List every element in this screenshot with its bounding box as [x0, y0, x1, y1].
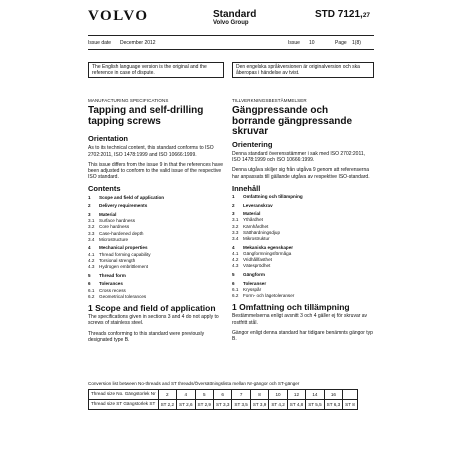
toc-number: 2: [88, 203, 91, 209]
toc-number: 6.1: [232, 286, 239, 292]
issue-date-label: Issue date: [88, 40, 112, 46]
table-cell: 12: [287, 390, 305, 400]
toc-title: Vridhållfasthet: [243, 257, 272, 263]
organisation-name: Volvo Group: [213, 20, 249, 26]
toc-title: Mekaniska egenskaper: [243, 244, 294, 250]
toc-number: 4.3: [88, 264, 95, 269]
table-cell: ST 2,2: [158, 400, 176, 410]
table-cell: 8: [250, 390, 268, 400]
toc-title: Mikrostruktur: [243, 236, 270, 242]
contents-heading: Innehåll: [232, 183, 261, 193]
section-paragraph: The specifications given in sections 3 and 4 do not apply to screws of stainless steel.: [88, 314, 219, 327]
orientation-paragraph: As to its technical content, this standard conforms to ISO 2702:2011, ISO 1478:1999 and ISO 10666:1999.: [88, 145, 214, 158]
table-cell: ST 4,2: [269, 400, 287, 410]
toc-title: Gängform: [243, 271, 265, 277]
table-cell: 7: [232, 390, 250, 400]
table-cell: 6: [213, 390, 231, 400]
toc-number: 4.3: [232, 263, 239, 269]
toc-title: Material: [99, 212, 117, 217]
toc-number: 6.2: [88, 293, 95, 299]
table-cell: 2: [158, 390, 176, 400]
row-header-thread-st: Thread size ST Gängstorlek ST: [89, 400, 159, 410]
header-rule-bottom: [88, 49, 374, 50]
page-value: 1(8): [352, 40, 361, 46]
toc-number: 3.2: [232, 223, 239, 229]
toc-title: Core hardness: [99, 224, 130, 230]
toc-number: 1: [88, 194, 91, 200]
table-cell: ST 6,3: [324, 400, 342, 410]
issue-label: Issue: [288, 40, 300, 46]
toc-title: Torsional strength: [99, 257, 136, 263]
toc-title: Hydrogen embrittlement: [99, 264, 149, 269]
toc-title: Thread forming capability: [99, 251, 151, 257]
standard-number-main: STD 7121,: [315, 9, 363, 20]
document-title: Gängpressande och borrande gängpressande skruvar: [232, 105, 353, 138]
left-column: [88, 98, 226, 343]
toc-item[interactable]: [88, 294, 226, 300]
toc-title: Material: [243, 211, 261, 217]
category-label: MANUFACTURING SPECIFICATIONS: [88, 98, 169, 103]
toc-title: Cross recess: [99, 287, 126, 293]
orientation-paragraph: Denna standard överensstämmer i sak med ISO 2702:2011, ISO 1478:1999 och ISO 10666:1999.: [232, 150, 366, 164]
section-paragraph: Gängor enligt denna standard har tidigare benämnts gängor typ B.: [232, 329, 373, 343]
toc-title: Gängformningsförmåga: [243, 250, 292, 256]
table-cell: ST 8: [343, 400, 358, 410]
document-title: Tapping and self-drilling tapping screws: [88, 105, 204, 127]
toc-title: Delivery requirements: [99, 203, 148, 209]
toc-title: Mechanical properties: [99, 245, 148, 251]
toc-number: 3.3: [88, 230, 95, 236]
table-row: [89, 400, 358, 410]
standard-number-suffix: 27: [362, 12, 371, 19]
toc-title: Case-hardened depth: [99, 230, 144, 236]
toc-title: Toleranser: [243, 280, 267, 286]
orientation-heading: Orientation: [88, 134, 129, 144]
table-cell: ST 2,9: [195, 400, 213, 410]
conversion-table: [88, 389, 358, 410]
conversion-list-caption: Conversion list between No-threads and ST threads/Översättningslista mellan Nr-gängor och ST-gänger: [88, 381, 300, 386]
table-cell: ST 3,3: [213, 400, 231, 410]
orientation-paragraph: This issue differs from the issue 9 in that the references have been adjusted to conform to the valid issue of the respective ISO standard.: [88, 161, 223, 181]
notice-box-english: The English language version is the original and the reference in case of dispute.: [88, 62, 224, 78]
toc-number: 3: [88, 212, 91, 217]
page-label: Page: [335, 40, 347, 46]
table-cell: 10: [269, 390, 287, 400]
toc-item[interactable]: [232, 293, 374, 299]
toc-number: 3.4: [232, 236, 239, 242]
table-cell: [343, 390, 358, 400]
toc-number: 6: [88, 281, 91, 287]
toc-title: Omfattning och tillämpning: [243, 193, 303, 199]
toc-number: 4.2: [88, 257, 95, 263]
toc-title: Form- och lägetoleranser: [243, 293, 295, 299]
right-column: [232, 98, 374, 342]
toc-title: Sätthärdningsdjup: [243, 229, 281, 235]
issue-value: 10: [309, 40, 315, 46]
orientation-paragraph: Denna utgåva skiljer sig från utgåva 9 genom att referenserna har anpassats till gällande utgåva av respektive ISO-standard.: [232, 167, 370, 180]
toc-title: Tolerances: [99, 281, 123, 287]
section-paragraph: Threads conforming to this standard were previously designated type B.: [88, 330, 205, 343]
table-cell: ST 3,5: [232, 400, 250, 410]
table-cell: ST 2,6: [177, 400, 195, 410]
toc-title: Vätesprödhet: [243, 263, 271, 269]
table-cell: ST 5,5: [306, 400, 324, 410]
section-heading: 1 Omfattning och tillämpning: [232, 302, 350, 313]
table-cell: 4: [177, 390, 195, 400]
toc-number: 3.4: [88, 236, 95, 242]
table-cell: 14: [306, 390, 324, 400]
notice-box-swedish: Den engelska språkversionen är originalversion och ska åberopas i händelse av tvist.: [232, 62, 374, 78]
toc-title: Kärnhårdhet: [243, 223, 269, 229]
standard-number: [315, 9, 370, 20]
toc-title: Krysspår: [243, 286, 262, 292]
toc-number: 3.1: [88, 218, 95, 224]
toc-number: 1: [232, 193, 235, 199]
toc-title: Microstructure: [99, 236, 129, 242]
toc-number: 3: [232, 211, 235, 217]
volvo-logo: VOLVO: [88, 8, 149, 24]
table-of-contents: [232, 194, 374, 299]
table-cell: ST 3,9: [250, 400, 268, 410]
document-type: Standard: [213, 9, 257, 20]
toc-number: 6.2: [232, 293, 239, 299]
toc-number: 4.2: [232, 257, 239, 263]
table-row: [89, 390, 358, 400]
table-cell: 5: [195, 390, 213, 400]
toc-title: Thread form: [99, 272, 126, 278]
toc-number: 4.1: [232, 250, 239, 256]
toc-number: 6: [232, 280, 235, 286]
table-cell: 16: [324, 390, 342, 400]
toc-number: 4.1: [88, 251, 95, 257]
toc-number: 5: [88, 272, 91, 278]
category-label: TILLVERKNINGSBESTÄMMELSER: [232, 98, 307, 103]
toc-title: Scope and field of application: [99, 194, 165, 200]
section-paragraph: Bestämmelserna enligt avsnitt 3 och 4 gäller ej för skruvar av rostfritt stål.: [232, 313, 368, 326]
toc-title: Geometrical tolerances: [99, 293, 147, 299]
table-cell: ST 4,8: [287, 400, 305, 410]
issue-date-value: December 2012: [120, 40, 156, 46]
toc-number: 5: [232, 271, 235, 277]
orientation-heading: Orientering: [232, 139, 273, 149]
toc-number: 3.1: [232, 217, 239, 223]
toc-title: Surface hardness: [99, 218, 136, 224]
header-rule-top: [88, 35, 374, 36]
contents-heading: Contents: [88, 184, 121, 194]
toc-number: 4: [232, 244, 235, 250]
toc-number: 4: [88, 245, 91, 251]
toc-number: 6.1: [88, 287, 95, 293]
toc-title: Leveranskrav: [243, 202, 273, 208]
toc-number: 2: [232, 202, 235, 208]
row-header-thread-no: Thread size No. Gängstorlek Nr: [89, 390, 159, 400]
toc-title: Ythårdhet: [243, 217, 263, 223]
toc-number: 3.2: [88, 224, 95, 230]
toc-number: 3.3: [232, 229, 239, 235]
section-heading: 1 Scope and field of application: [88, 302, 216, 313]
table-of-contents: [88, 195, 226, 300]
